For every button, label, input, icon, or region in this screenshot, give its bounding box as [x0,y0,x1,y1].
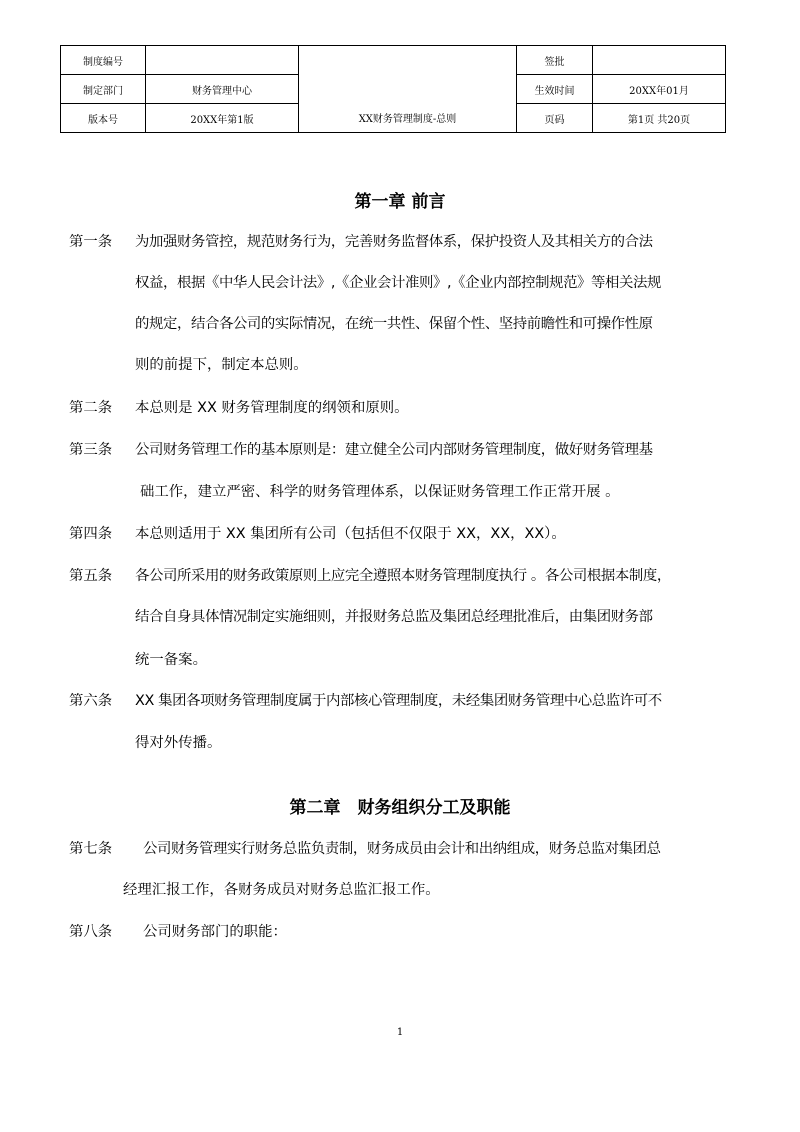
department-label: 制定部门 [61,75,146,104]
effective-date-value: 20XX年01月 [593,75,726,104]
effective-date-label: 生效时间 [517,75,593,104]
page-value: 第1页 共20页 [593,104,726,133]
article-number: 第六条 [69,693,113,709]
article-number: 第五条 [69,568,113,584]
article-number: 第八条 [69,924,113,940]
approval-value [593,46,726,75]
article-text-line: 统一备案。 [135,652,207,668]
article-text-line: 本总则适用于 XX 集团所有公司（包括但不仅限于 XX，XX，XX）。 [135,526,566,542]
article-text-line: XX 集团各项财务管理制度属于内部核心管理制度，未经集团财务管理中心总监许可不 [135,693,662,709]
version-value: 20XX年第1版 [146,104,299,133]
article-number: 第四条 [69,526,113,542]
doc-number-value [146,46,299,75]
version-label: 版本号 [61,104,146,133]
article-text-line: 公司财务部门的职能： [143,924,287,940]
article-text-line: 础工作，建立严密、科学的财务管理体系，以保证财务管理工作正常开展 。 [140,484,620,500]
article-number: 第一条 [69,234,113,250]
article-text-line: 为加强财务管控，规范财务行为，完善财务监督体系，保护投资人及其相关方的合法 [135,234,653,250]
article-text-line: 则的前提下，制定本总则。 [135,357,308,373]
article-text-line: 公司财务管理工作的基本原则是：建立健全公司内部财务管理制度，做好财务管理基 [135,442,653,458]
page-number: 1 [396,1027,404,1038]
document-info-table [60,45,726,133]
department-value: 财务管理中心 [146,75,299,104]
article-text-line: 经理汇报工作，各财务成员对财务总监汇报工作。 [123,882,440,898]
approval-label: 签批 [517,46,593,75]
article-number: 第七条 [69,841,113,857]
article-text-line: 公司财务管理实行财务总监负责制，财务成员由会计和出纳组成，财务总监对集团总 [143,841,661,857]
article-text-line: 各公司所采用的财务政策原则上应完全遵照本财务管理制度执行 。各公司根据本制度， [135,568,671,584]
article-number: 第三条 [69,442,113,458]
article-text-line: 的规定，结合各公司的实际情况，在统一共性、保留个性、坚持前瞻性和可操作性原 [135,316,653,332]
article-text-line: 结合自身具体情况制定实施细则，并报财务总监及集团总经理批准后，由集团财务部 [135,609,653,625]
article-number: 第二条 [69,400,113,416]
article-text-line: 得对外传播。 [135,735,222,751]
article-text-line: 本总则是 XX 财务管理制度的纲领和原则。 [135,400,409,416]
doc-title: XX财务管理制度-总则 [299,46,517,133]
doc-number-label: 制度编号 [61,46,146,75]
chapter-1-title: 第一章 前言 [354,192,446,212]
article-text-line: 权益，根据《中华人民会计法》,《企业会计准则》,《企业内部控制规范》等相关法规 [135,275,662,291]
chapter-2-title: 第二章 财务组织分工及职能 [289,798,511,818]
page-label: 页码 [517,104,593,133]
